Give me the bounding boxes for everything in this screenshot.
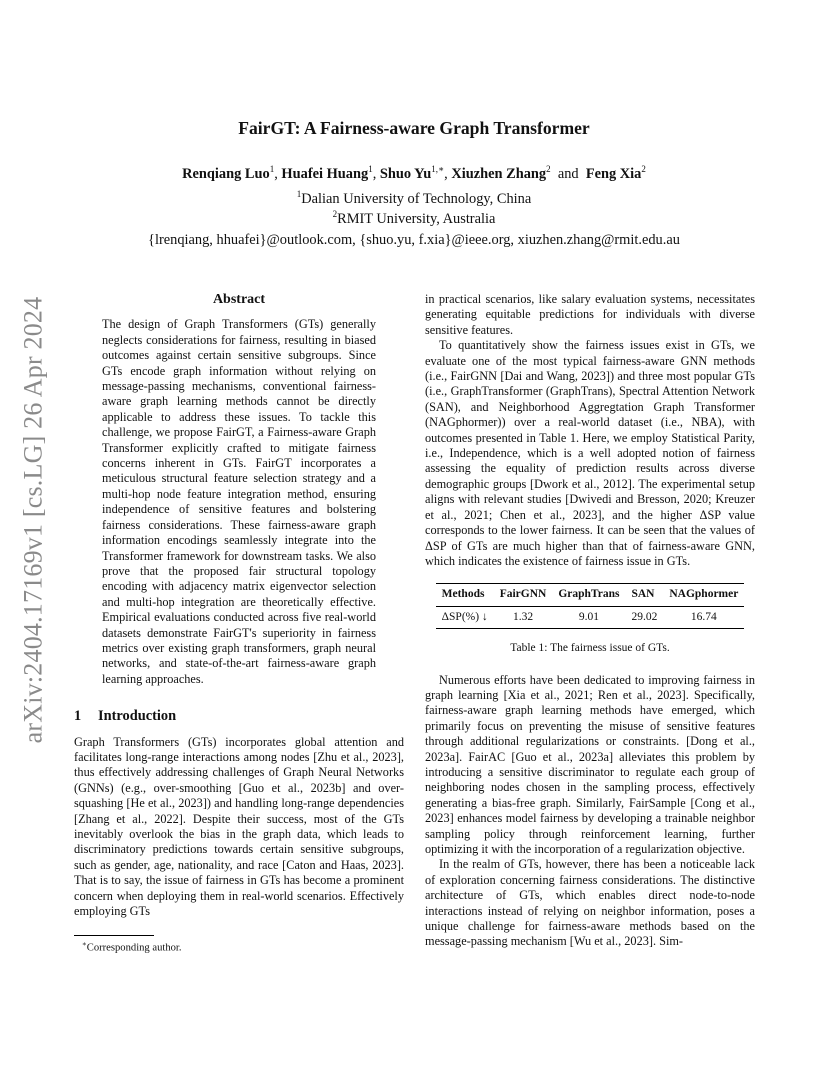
section-heading: 1 Introduction [74, 708, 177, 725]
body-paragraph: in practical scenarios, like salary evaluation systems, necessitates generating equitable predictions for individuals with diverse sensitive features. [425, 292, 755, 337]
author-name: Xiuzhen Zhang [451, 165, 547, 182]
footnote: ∗Corresponding author. [82, 940, 182, 954]
affiliation: $^1$Dalian University of Technology, China [296, 189, 532, 207]
table-row-label: ΔSP(%) ↓ [436, 606, 494, 628]
table-cell: 16.74 [663, 606, 744, 628]
body-paragraph: Numerous efforts have been dedicated to improving fairness in graph learning [Xia et al., 2021; Ren et al., 2023]. Specifically, fairness-aware graph learning methods have emerged, which primarily focus on preventing the misuse of sensitive features through additional regularizations or constraints. [Dong et al., 2023a]. FairAC [Guo et al., 2023a] alleviates this problem by introducing a sensitive discriminator to regulate each group of neighboring nodes chosen in the sampling process, effectively generating a bias-free graph. Similarly, FairSample [Cong et al., 2023] enhances model fairness by developing a trainable neighbor sampling policy through reinforcement learning, further optimizing it with the incorporation of a regularization objective. [425, 672, 755, 856]
table-header-cell: NAGphormer [663, 584, 744, 606]
body-paragraph: In the realm of GTs, however, there has been a noticeable lack of exploration concerning fairness considerations. The distinctive architecture of GTs, which enables direct node-to-node interactions instead of relying on neighbor information, poses a unique challenge for fairness-aware methods based on the message-passing mechanism [Wu et al., 2023]. Sim- [425, 857, 755, 949]
table-header-row [436, 584, 745, 606]
affiliation: $^2$RMIT University, Australia [332, 209, 496, 227]
right-column [425, 292, 755, 950]
table-header-cell: GraphTrans [552, 584, 625, 606]
abstract-heading: Abstract [212, 292, 266, 307]
author-name: Huafei Huang [281, 165, 369, 182]
author-list: Renqiang Luo$^1$, Huafei Huang$^1$, Shuo $Yu^{1,∗}$, Xiuzhen Zhang$^2$ and Feng Xia$^2$ [182, 164, 646, 182]
abstract-text: The design of Graph Transformers (GTs) generally neglects considerations for fairness, resulting in biased outcomes against certain sensitive subgroups. Since GTs encode graph information without relying on message-passing mechanisms, conventional fairness-aware graph learning methods cannot be directly applicable to address these issues. To tackle this challenge, we propose FairGT, a Fairness-aware Graph Transformer explicitly crafted to mitigate fairness concerns inherent in GTs. FairGT incorporates a meticulous structural feature selection strategy and a multi-hop node feature integration method, ensuring independence of sensitive features and bolstering fairness considerations. These fairness-aware graph information encodings seamlessly integrate into the Transformer framework for downstream tasks. We also prove that the proposed fair structural topology encoding with adjacency matrix eigenvector selection and multi-hop integration are theoretically effective. Empirical evaluations conducted across five real-world datasets demonstrate FairGT's superiority in fairness metrics over existing graph transformers, graph neural networks, and state-of-the-art fairness-aware graph learning approaches. [102, 317, 376, 686]
intro-paragraph: Graph Transformers (GTs) incorporates global attention and facilitates long-range interactions among nodes [Zhu et al., 2023], thus effectively addressing challenges of Graph Neural Networks (GNNs) (e.g., over-smoothing [Guo et al., 2023b] and over-squashing [He et al., 2023]) and handling long-range dependencies [Zhang et al., 2022]. Despite their success, most of the GTs inevitably overlook the bias in the graph data, which leads to discriminatory predictions towards certain sensitive subgroups, such as gender, age, nationality, and race [Caton and Haas, 2023]. That is to say, the issue of fairness in GTs has become a prominent concern when deploying them in real-world scenarios. Effectively employing GTs [74, 734, 404, 919]
paper-title: FairGT: A Fairness-aware Graph Transformer [238, 118, 590, 138]
author-name: Renqiang Luo [182, 165, 270, 182]
table-cell: 1.32 [494, 606, 553, 628]
author-name: Feng Xia [585, 165, 642, 182]
author-emails: {lrenqiang, hhuafei}@outlook.com, {shuo.yu, f.xia}@ieee.org, xiuzhen.zhang@rmit.edu.au [148, 232, 680, 248]
author-name: Shuo Yu [379, 165, 432, 182]
table-header-cell: SAN [625, 584, 663, 606]
table-header-cell: FairGNN [494, 584, 553, 606]
left-column [74, 292, 404, 919]
body-paragraph: To quantitatively show the fairness issues exist in GTs, we evaluate one of the most typical fairness-aware GNN methods (i.e., FairGNN [Dai and Wang, 2023]) and three most popular GTs (i.e., GraphTransformer (GraphTrans), Spectral Attention Network (SAN), and Neighborhood Aggregtation Graph Transformer (NAGphormer)) over a real-world dataset (i.e., NBA), with outcomes presented in Table 1. Here, we employ Statistical Parity, i.e., Independence, which is a well adopted notion of fairness assessing the equality of prediction results across diverse demographic groups [Dwork et al., 2012]. The experimental setup aligns with relevant studies [Dwivedi and Bresson, 2020; Kreuzer et al., 2021; Chen et al., 2023], and the higher ΔSP value corresponds to the lower fairness. It can be seen that the values of ΔSP of GTs are much higher than that of fairness-aware GNN, which indicates the existence of fairness issue in GTs. [425, 338, 755, 568]
table-row [436, 606, 745, 628]
footnote-divider [74, 935, 154, 936]
table-cell: 9.01 [552, 606, 625, 628]
table-cell: 29.02 [625, 606, 663, 628]
table-caption: Table 1: The fairness issue of GTs. [510, 642, 670, 655]
table-header-cell: Methods [436, 584, 494, 606]
fairness-table [436, 583, 745, 629]
arxiv-identifier: arXiv:2404.17169v1 [cs.LG] 26 Apr 2024 [18, 296, 47, 744]
